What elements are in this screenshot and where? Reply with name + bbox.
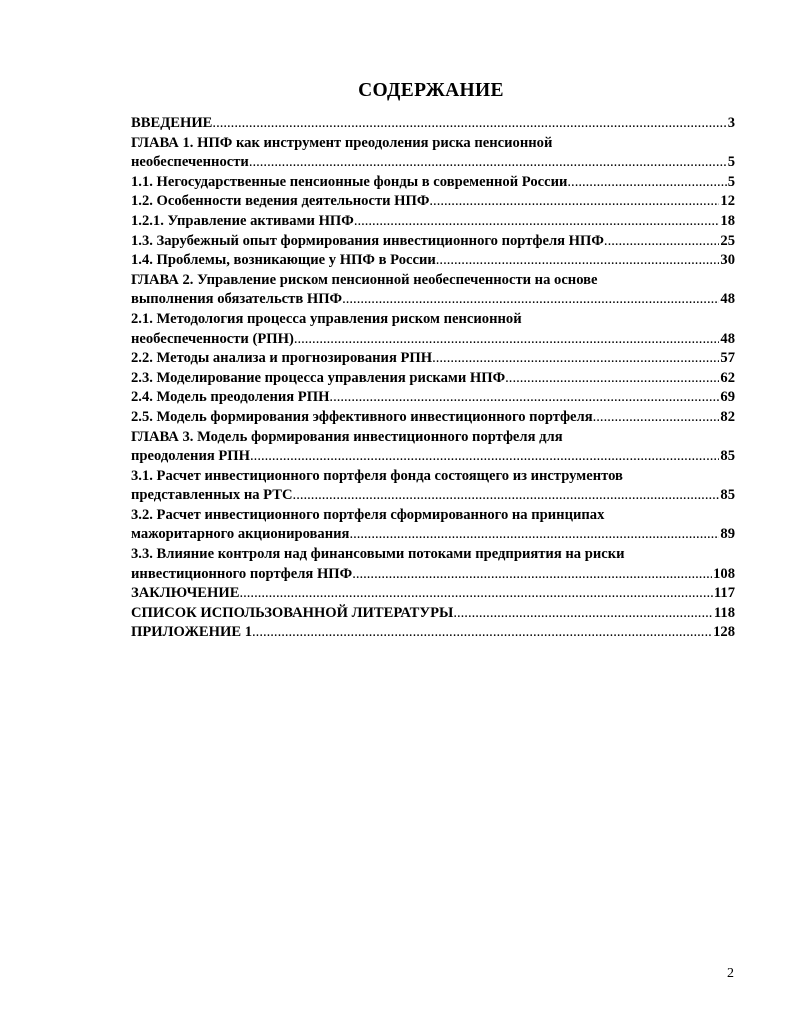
toc-entry-title: 1.4. Проблемы, возникающие у НПФ в России — [131, 252, 436, 269]
toc-line — [131, 565, 735, 585]
toc-entry-title: 1.3. Зарубежный опыт формирования инвестиционного портфеля НПФ — [131, 232, 604, 249]
toc-entry[interactable] — [131, 134, 735, 173]
toc-page-number: 48 — [720, 330, 735, 347]
toc-dot-leader — [329, 388, 719, 408]
toc-dot-leader — [294, 330, 720, 350]
toc-entry-title: ГЛАВА 2. Управление риском пенсионной необеспеченности на основе — [131, 271, 598, 288]
toc-line — [131, 388, 735, 408]
toc-entry-title: ГЛАВА 1. НПФ как инструмент преодоления риска пенсионной — [131, 134, 553, 151]
toc-entry[interactable] — [131, 232, 735, 252]
toc-entry[interactable] — [131, 408, 735, 428]
toc-dot-leader — [212, 114, 726, 134]
toc-dot-leader — [349, 525, 719, 545]
toc-entry[interactable] — [131, 388, 735, 408]
toc-page-number: 25 — [720, 232, 735, 249]
toc-entry-title-continued: выполнения обязательств НПФ — [131, 291, 343, 308]
toc-entry-title-continued: преодоления РПН — [131, 448, 251, 465]
toc-entry-title-continued: инвестиционного портфеля НПФ — [131, 565, 353, 582]
toc-line — [131, 192, 735, 212]
toc-entry-title: 2.4. Модель преодоления РПН — [131, 389, 330, 406]
toc-page-number: 5 — [727, 154, 735, 171]
toc-page-number: 85 — [720, 448, 735, 465]
toc-page-number: 3 — [727, 115, 735, 131]
toc-entry-title: 2.1. Методология процесса управления риском пенсионной — [131, 310, 522, 327]
toc-dot-leader — [250, 447, 719, 467]
toc-page-number: 118 — [713, 604, 735, 621]
toc-entry[interactable] — [131, 349, 735, 369]
toc-page-number: 82 — [720, 408, 735, 425]
toc-entry-title-continued: необеспеченности — [131, 154, 249, 171]
toc-entry-title: 3.2. Расчет инвестиционного портфеля сформированного на принципах — [131, 506, 605, 523]
toc-entry-title: 2.5. Модель формирования эффективного инвестиционного портфеля — [131, 408, 593, 425]
toc-entry[interactable] — [131, 428, 735, 467]
toc-line — [131, 153, 735, 173]
toc-line — [131, 525, 735, 545]
toc-page-number: 69 — [720, 389, 735, 406]
toc-entry-title: 1.1. Негосударственные пенсионные фонды в современной России — [131, 173, 568, 190]
toc-dot-leader — [352, 565, 712, 585]
toc-line — [131, 330, 735, 350]
toc-dot-leader — [293, 486, 720, 506]
toc-dot-leader — [567, 173, 726, 193]
toc-dot-leader — [249, 153, 727, 173]
toc-entry-title: 2.3. Моделирование процесса управления рисками НПФ — [131, 369, 506, 386]
toc-entry[interactable] — [131, 271, 735, 310]
toc-entry[interactable] — [131, 506, 735, 545]
toc-entry[interactable] — [131, 545, 735, 584]
toc-page-number: 57 — [720, 350, 735, 367]
table-of-contents — [131, 114, 735, 643]
toc-entry-title-continued: представленных на РТС — [131, 487, 293, 504]
toc-entry[interactable] — [131, 369, 735, 389]
toc-line — [131, 212, 735, 232]
toc-line — [131, 114, 735, 134]
toc-dot-leader — [593, 408, 720, 428]
toc-page-number: 12 — [720, 193, 735, 210]
toc-entry-title: 2.2. Методы анализа и прогнозирования РПН — [131, 350, 433, 367]
toc-page-number: 62 — [720, 369, 735, 386]
toc-line — [131, 486, 735, 506]
toc-line — [131, 584, 735, 604]
toc-entry[interactable] — [131, 623, 735, 643]
toc-page-number: 5 — [727, 173, 735, 190]
toc-line — [131, 369, 735, 389]
toc-entry[interactable] — [131, 584, 735, 604]
toc-entry-title: ГЛАВА 3. Модель формирования инвестиционного портфеля для — [131, 428, 563, 445]
toc-entry-title: 1.2.1. Управление активами НПФ — [131, 212, 354, 229]
toc-dot-leader — [252, 623, 712, 643]
toc-line — [131, 173, 735, 193]
toc-entry[interactable] — [131, 310, 735, 349]
toc-entry[interactable] — [131, 114, 735, 134]
toc-page-number: 89 — [720, 526, 735, 543]
toc-dot-leader — [239, 584, 712, 604]
page-number: 2 — [727, 966, 734, 981]
toc-dot-leader — [505, 369, 719, 389]
toc-entry[interactable] — [131, 173, 735, 193]
toc-dot-leader — [429, 192, 719, 212]
toc-entry[interactable] — [131, 467, 735, 506]
toc-entry-title: 3.3. Влияние контроля над финансовыми потоками предприятия на риски — [131, 546, 625, 563]
toc-dot-leader — [436, 251, 720, 271]
toc-line — [131, 408, 735, 428]
toc-entry-title-continued: необеспеченности (РПН) — [131, 330, 294, 347]
toc-dot-leader — [342, 290, 719, 310]
toc-entry-title: ЗАКЛЮЧЕНИЕ — [131, 585, 240, 602]
toc-line — [131, 232, 735, 252]
toc-line — [131, 349, 735, 369]
toc-entry[interactable] — [131, 212, 735, 232]
toc-entry-title: ВВЕДЕНИЕ — [131, 115, 213, 131]
page-title: СОДЕРЖАНИЕ — [358, 80, 504, 101]
toc-dot-leader — [604, 232, 719, 252]
toc-entry[interactable] — [131, 251, 735, 271]
toc-entry-title: СПИСОК ИСПОЛЬЗОВАННОЙ ЛИТЕРАТУРЫ — [131, 604, 454, 621]
toc-entry-title: 3.1. Расчет инвестиционного портфеля фонда состоящего из инструментов — [131, 467, 623, 484]
toc-dot-leader — [432, 349, 719, 369]
toc-line — [131, 604, 735, 624]
toc-line — [131, 251, 735, 271]
toc-entry[interactable] — [131, 192, 735, 212]
toc-page-number: 128 — [713, 624, 735, 641]
toc-dot-leader — [453, 604, 713, 624]
toc-page-number: 18 — [720, 212, 735, 229]
toc-line — [131, 447, 735, 467]
toc-line — [131, 623, 735, 643]
toc-page-number: 30 — [720, 252, 735, 269]
toc-dot-leader — [354, 212, 720, 232]
toc-page-number: 108 — [713, 565, 735, 582]
toc-page-number: 117 — [713, 585, 735, 602]
toc-entry-title-continued: мажоритарного акционирования — [131, 526, 350, 543]
toc-entry[interactable] — [131, 604, 735, 624]
toc-page-number: 48 — [720, 291, 735, 308]
toc-entry-title: 1.2. Особенности ведения деятельности НПФ — [131, 193, 430, 210]
toc-entry-title: ПРИЛОЖЕНИЕ 1 — [131, 624, 253, 641]
toc-page-number: 85 — [720, 487, 735, 504]
toc-line — [131, 290, 735, 310]
